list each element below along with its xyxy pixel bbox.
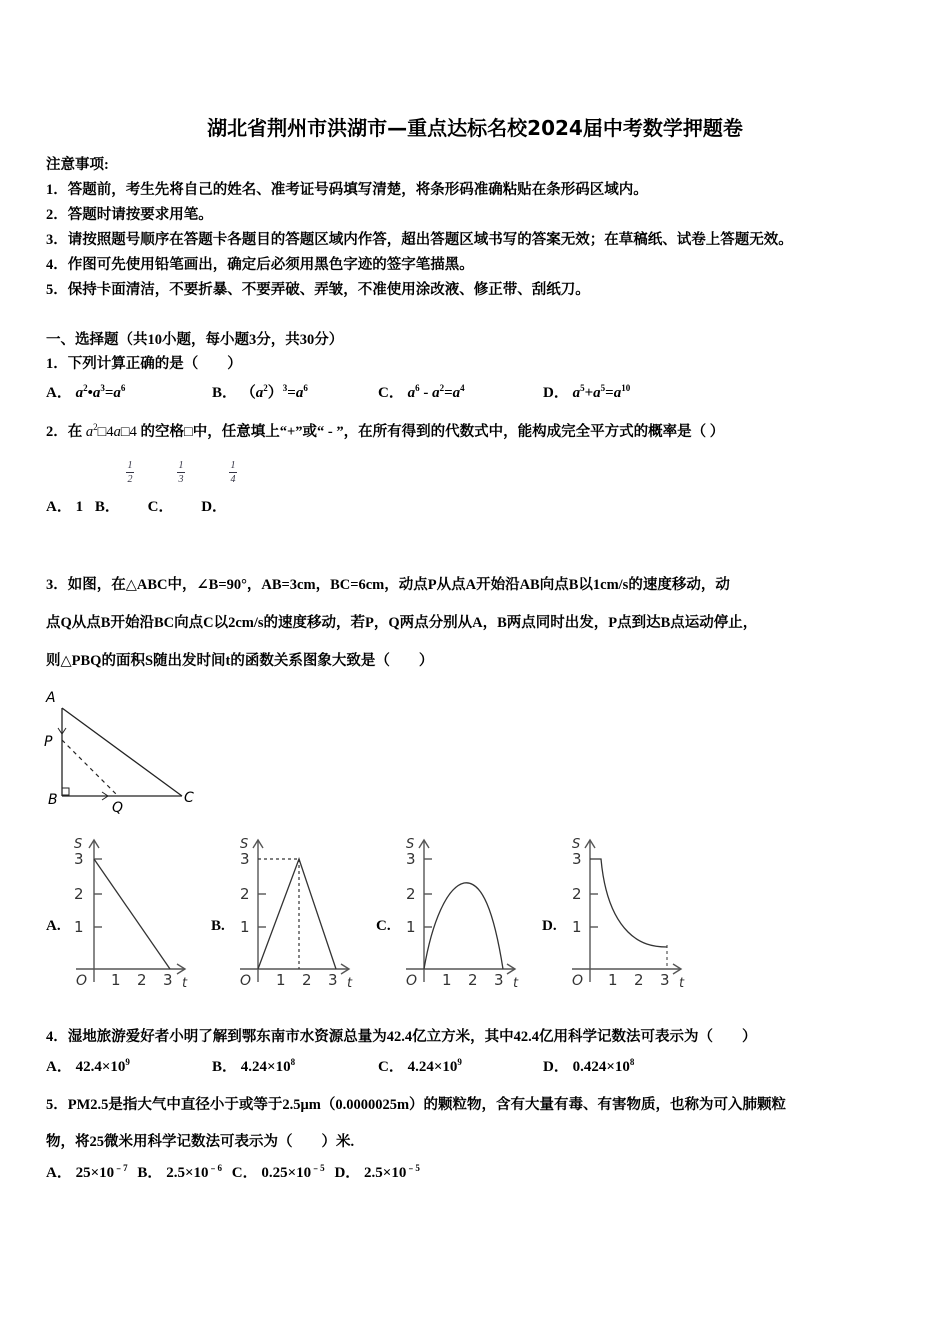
svg-text:1: 1 (572, 918, 582, 936)
svg-text:3: 3 (494, 971, 504, 987)
notice-heading: 注意事项: (46, 157, 109, 173)
question-5-stem-line: 5．PM2.5是指大气中直径小于或等于2.5μm（0.0000025m）的颗粒物，含有大量有毒、有害物质，也称为可入肺颗粒 (46, 1097, 787, 1113)
question-4-option-c[interactable]: C． $4.24\times 10^9$ (378, 1057, 462, 1075)
question-3-stem-line: 3．如图，在△ABC中，∠B=90°，AB=3cm，BC=6cm，动点P从点A开始沿AB向点B以1cm/s的速度移动，动 (46, 577, 730, 593)
svg-text:3: 3 (240, 850, 250, 868)
graph-option-a-label[interactable]: A. (46, 918, 61, 934)
svg-text:t: t (182, 976, 188, 987)
question-5-option-b[interactable]: B． $2.5\times 10^{﹣6}$ (137, 1163, 223, 1181)
svg-text:t: t (679, 976, 685, 987)
question-5-option-c[interactable]: C． $0.25\times 10^{﹣5}$ (231, 1163, 325, 1181)
section-heading: 一、选择题（共10小题，每小题3分，共30分） (46, 332, 344, 348)
svg-text:2: 2 (137, 971, 147, 987)
svg-text:3: 3 (406, 850, 416, 868)
graph-option-a[interactable] (70, 832, 195, 987)
svg-text:1: 1 (240, 918, 250, 936)
question-2-options (46, 497, 227, 517)
fraction-quarter: 1 4 (230, 460, 236, 485)
svg-text:1: 1 (406, 918, 416, 936)
notice-item: 1．答题前，考生先将自己的姓名、准考证号码填写清楚，将条形码准确粘贴在条形码区域内。 (46, 182, 648, 198)
point-q-label: Q (112, 800, 124, 816)
svg-text:t: t (347, 976, 353, 987)
question-4-option-b[interactable]: B． $4.24\times 10^8$ (212, 1057, 296, 1075)
option-label: A． (46, 385, 72, 401)
svg-text:S: S (240, 837, 249, 852)
svg-text:O: O (76, 973, 88, 987)
graph-option-b[interactable] (236, 832, 361, 987)
question-4-stem: 4．湿地旅游爱好者小明了解到鄂东南市水资源总量为42.4亿立方米，其中42.4亿用科学记数法可表示为（ ） (46, 1029, 757, 1045)
point-p-label: P (44, 734, 53, 750)
svg-text:2: 2 (302, 971, 312, 987)
question-5-stem-line: 物，将25微米用科学记数法可表示为（ ）米. (46, 1134, 355, 1150)
page-title: 湖北省荆州市洪湖市—重点达标名校2024届中考数学押题卷 (207, 116, 743, 140)
notice-item: 3．请按照题号顺序在答题卡各题目的答题区域内作答，超出答题区域书写的答案无效；在草稿纸、试卷上答题无效。 (46, 232, 793, 248)
svg-text:3: 3 (660, 971, 670, 987)
svg-text:t: t (513, 976, 519, 987)
svg-text:2: 2 (572, 885, 582, 903)
question-2-option-b[interactable]: B． (94, 499, 120, 515)
svg-text:S: S (74, 837, 83, 852)
triangle-figure (40, 684, 210, 819)
question-1-option-d[interactable]: D． $a^5+a^5=a^{10}$ (543, 383, 631, 401)
notice-item: 2．答题时请按要求用笔。 (46, 207, 213, 223)
question-3-stem-line: 点Q从点B开始沿BC向点C以2cm/s的速度移动，若P，Q两点分别从A，B两点同时出发，P点到达B点运动停止， (46, 615, 758, 631)
svg-text:2: 2 (240, 885, 250, 903)
svg-text:1: 1 (276, 971, 286, 987)
question-5-option-a[interactable]: A． $25\times 10^{﹣7}$ (46, 1163, 128, 1181)
svg-text:2: 2 (74, 885, 84, 903)
question-1-option-b[interactable]: B． $(a^2)^3=a^6$ (212, 383, 308, 401)
svg-text:3: 3 (163, 971, 173, 987)
svg-text:2: 2 (406, 885, 416, 903)
svg-text:2: 2 (634, 971, 644, 987)
question-5-options (46, 1163, 420, 1183)
svg-text:1: 1 (608, 971, 618, 987)
svg-text:1: 1 (74, 918, 84, 936)
svg-text:2: 2 (468, 971, 478, 987)
question-4-option-d[interactable]: D． $0.424\times 10^8$ (543, 1057, 635, 1075)
graph-option-d-label[interactable]: D. (542, 918, 557, 934)
vertex-b-label: B (48, 792, 58, 808)
question-3-stem-line: 则△PBQ的面积S随出发时间t的函数关系图象大致是（ ） (46, 653, 434, 669)
question-2-stem: 2．在 $a^2□4a□4$ 的空格□中，任意填上“+”或“ - ”，在所有得到的代数式中，能构成完全平方式的概率是（ ） (46, 422, 725, 440)
graph-option-b-label[interactable]: B. (211, 918, 225, 934)
notice-item: 5．保持卡面清洁，不要折暴、不要弄破、弄皱，不准使用涂改液、修正带、刮纸刀。 (46, 282, 590, 298)
svg-text:O: O (240, 973, 252, 987)
question-5-option-d[interactable]: D． $2.5\times 10^{﹣5}$ (334, 1163, 420, 1181)
notice-item: 4．作图可先使用铅笔画出，确定后必须用黑色字迹的签字笔描黑。 (46, 257, 474, 273)
vertex-c-label: C (184, 790, 194, 806)
question-4-option-a[interactable]: A． $42.4\times 10^9$ (46, 1057, 130, 1075)
graph-option-c[interactable] (402, 832, 527, 987)
svg-text:3: 3 (74, 850, 84, 868)
graph-option-c-label[interactable]: C. (376, 918, 391, 934)
option-label: C． (378, 385, 404, 401)
option-label: D． (543, 385, 569, 401)
fraction-half: 1 2 (127, 460, 133, 485)
question-1-stem: 1．下列计算正确的是（ ） (46, 356, 242, 372)
question-1-option-c[interactable]: C． $a^6 - a^2=a^4$ (378, 383, 465, 401)
question-2-option-a[interactable]: A． 1 (46, 499, 84, 515)
fraction-third: 1 3 (178, 460, 184, 485)
svg-text:1: 1 (111, 971, 121, 987)
question-1-option-a[interactable]: A． $a^2•a^3=a^6$ (46, 383, 126, 401)
svg-text:3: 3 (328, 971, 338, 987)
vertex-a-label: A (46, 690, 56, 706)
graph-option-d[interactable] (568, 832, 693, 987)
svg-text:S: S (572, 837, 581, 852)
svg-text:1: 1 (442, 971, 452, 987)
question-2-option-c[interactable]: C． (147, 499, 174, 515)
svg-text:3: 3 (572, 850, 582, 868)
svg-text:S: S (406, 837, 415, 852)
option-label: B． (212, 385, 238, 401)
svg-text:O: O (406, 973, 418, 987)
question-2-option-d[interactable]: D． (201, 499, 228, 515)
svg-text:O: O (572, 973, 584, 987)
